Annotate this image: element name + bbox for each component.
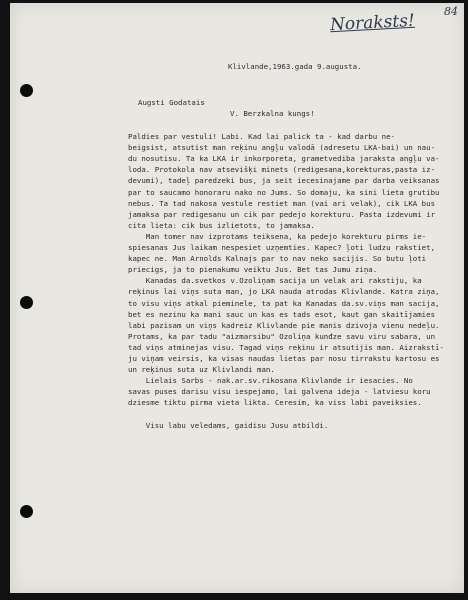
body-line: priecigs, ja to pienakumu veiktu Jus. Bet tas Jumu ziņa. — [128, 265, 378, 275]
body-line: ju viņam veirsis, ka visas naudas lietas par nosu tirrakstu kartosu es — [128, 354, 440, 363]
body-line: to visu viņs atkal pieminele, ta pat ka Kanadas da.sv.viņs man sacija, — [128, 298, 440, 308]
body-line: par to saucamo honoraru nako no Jums. So domaju, ka sini lieta grutibu — [128, 187, 440, 197]
body-line: kapec ne. Man Arnolds Kalnajs par to nav neko sacijis. So butu ļoti — [128, 254, 427, 264]
body-line: nebus. Ta tad nakosa vestule restiet man (vai ari velak), cik LKA bus — [128, 198, 436, 208]
date-line: Klivlande,1963.gada 9.augusta. — [228, 62, 362, 71]
page-number: 84 — [444, 5, 458, 18]
body-line: spiesanas Jus laikam nespesiet uzņemties. Kapec? ļoti ludzu rakstiet, — [128, 243, 436, 252]
body-line: un reķinus suta uz Klivlandi man. — [128, 365, 275, 375]
body-line: Protams, ka par tadu "aizmarsibu" Ozoliņa kunđze savu viru sabara, un — [128, 331, 436, 341]
salutation-line-1: Augsti Godatais — [138, 98, 205, 107]
body-line: tad viņs atminejas visu. Tagad viņs reķinu ir atsutijis man. Aizrakstī- — [128, 342, 444, 352]
body-line: dziesme tiktu pirma vieta likta. Ceresim, ka viss labi paveiksies. — [128, 398, 422, 408]
body-line: Kanadas da.svetkos v.Ozoliņam sacija un velak ari rakstiju, ka — [128, 276, 422, 286]
body-line: cita lieta: cik bus izlietots, to jamaksa. — [128, 220, 315, 230]
body-line: savas puses darisu visu iespejamo, lai galvena ideja - latviesu koru — [128, 387, 431, 397]
body-line: Lielais Sarbs - nak.ar.sv.rikosana Klivlande ir iesacies. No — [128, 376, 413, 386]
body-line: Man tomer nav izprotams teiksena, ka pedejo korekturu pirms ie- — [128, 231, 427, 241]
body-line: devumi), tadeļ paredzeki bus, ja seit iecesinajame par darba veiksanas — [128, 176, 440, 186]
punch-hole-bottom — [20, 505, 33, 518]
body-line: reķinus lai viņs suta man, jo LKA nauda atrodas Klivlande. Katra ziņa, — [128, 287, 440, 297]
body-line: beigsist, atsutist man reķinu angļu valodā (adresetu LKA-bai) un nau- — [128, 143, 436, 153]
punch-hole-middle — [20, 296, 33, 309]
body-line: Paldies par vestuli! Labi. Kad lai palick ta - kad darbu ne- — [128, 132, 395, 141]
punch-hole-top — [20, 84, 33, 97]
letter-page — [10, 3, 464, 593]
body-line: loda. Protokola nav atsevišķi minets (redigesana,korekturas,pasta iz- — [128, 165, 436, 175]
body-line: jamaksa par redigesanu un cik par pedejo korekturu. Pasta izdevumi ir — [128, 209, 436, 219]
body-line: bet es nezinu ka mani sauc un kas es tads esot, kaut gan skaitījamies — [128, 309, 436, 319]
body-line: Visu labu veledams, gaidisu Jusu atbildi. — [128, 420, 329, 430]
body-line: du nosutisu. Ta ka LKA ir inkorporeta, grametvediba jaraksta angļu va- — [128, 154, 440, 164]
salutation-line-2: V. Berzkalna kungs! — [230, 109, 315, 118]
handwritten-annotation: Noraksts! — [329, 10, 416, 36]
body-line: labi pazisam un viņs kadreiz Klivlande pie manis dzivoja vienu nedeļu. — [128, 320, 440, 330]
